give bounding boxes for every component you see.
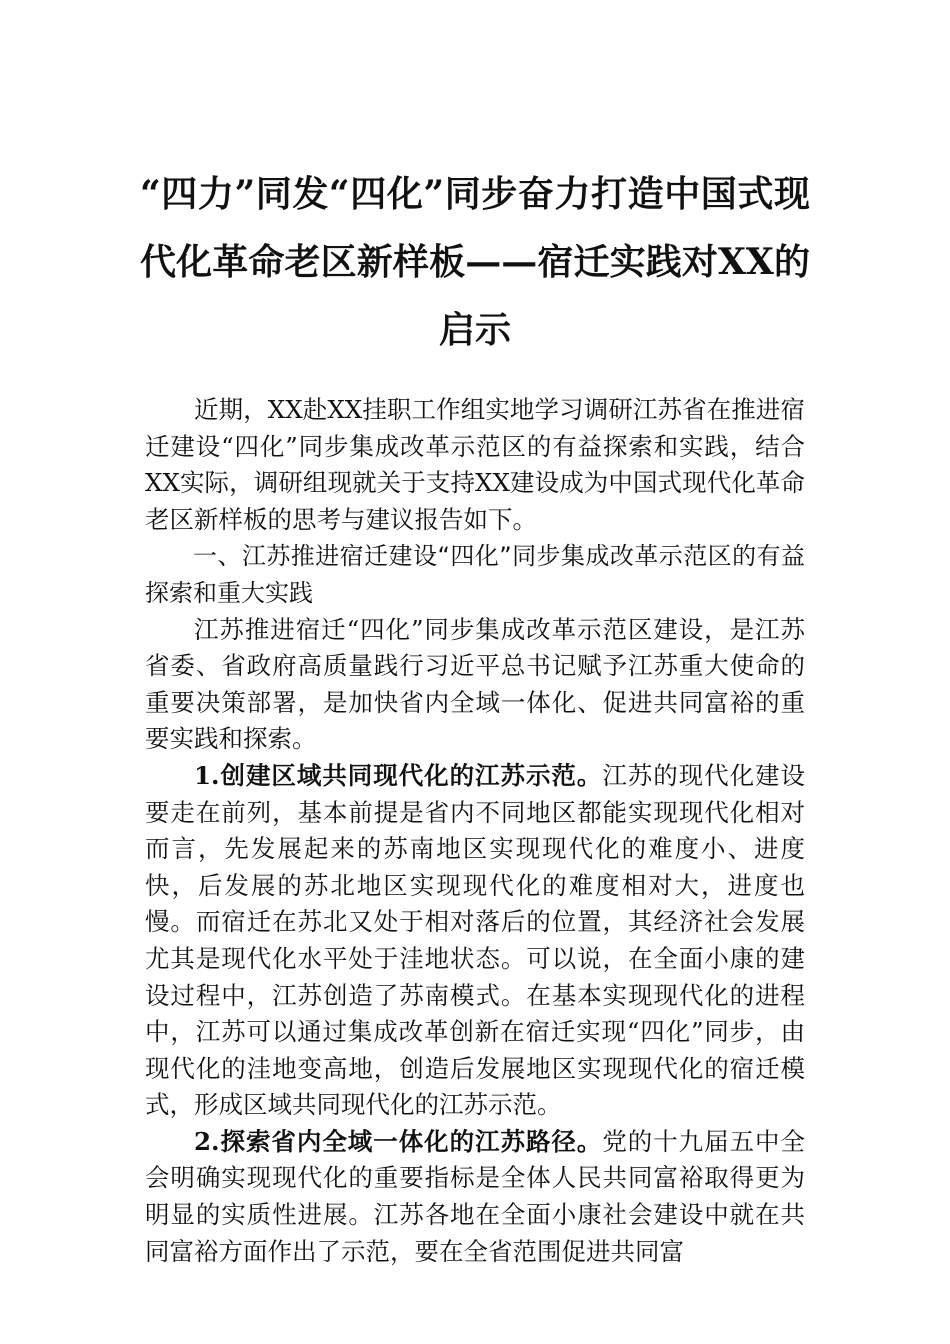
- section-intro-paragraph: 江苏推进宿迁“四化”同步集成改革示范区建设，是江苏省委、省政府高质量践行习近平总书记赋予江苏重大使命的重要决策部署，是加快省内全域一体化、促进共同富裕的重要实践和探索。: [145, 614, 805, 754]
- list-item-1-lead: 1.创建区域共同现代化的江苏示范。: [194, 760, 603, 790]
- list-item-2-lead: 2.探索省内全域一体化的江苏路径。: [194, 1126, 603, 1156]
- document-body: [145, 392, 805, 1270]
- intro-paragraph: 近期，XX赴XX挂职工作组实地学习调研江苏省在推进宿迁建设“四化”同步集成改革示范区的有益探索和实践，结合XX实际，调研组现就关于支持XX建设成为中国式现代化革命老区新样板的思考与建议报告如下。: [145, 395, 805, 534]
- document-title: “四力”同发“四化”同步奋力打造中国式现代化革命老区新样板——宿迁实践对XX的启示: [140, 173, 810, 351]
- list-item-2: [145, 1124, 805, 1270]
- list-item-1: [145, 758, 805, 1124]
- section-heading: 一、江苏推进宿迁建设“四化”同步集成改革示范区的有益探索和重大实践: [145, 542, 805, 607]
- list-item-2-text: 党的十九届五中全会明确实现现代化的重要指标是全体人民共同富裕取得更为明显的实质性进展。江苏各地在全面小康社会建设中就在共同富裕方面作出了示范，要在全省范围促进共同富: [145, 1126, 805, 1266]
- list-item-1-text: 江苏的现代化建设要走在前列，基本前提是省内不同地区都能实现现代化相对而言，先发展起来的苏南地区实现现代化的难度小、进度快，后发展的苏北地区实现现代化的难度相对大，进度也慢。而宿迁在苏北又处于相对落后的位置，其经济社会发展尤其是现代化水平处于洼地状态。可以说，在全面小康的建设过程中，江苏创造了苏南模式。在基本实现现代化的进程中，江苏可以通过集成改革创新在宿迁实现“四化”同步，由现代化的洼地变高地，创造后发展地区实现现代化的宿迁模式，形成区域共同现代化的江苏示范。: [145, 760, 805, 1120]
